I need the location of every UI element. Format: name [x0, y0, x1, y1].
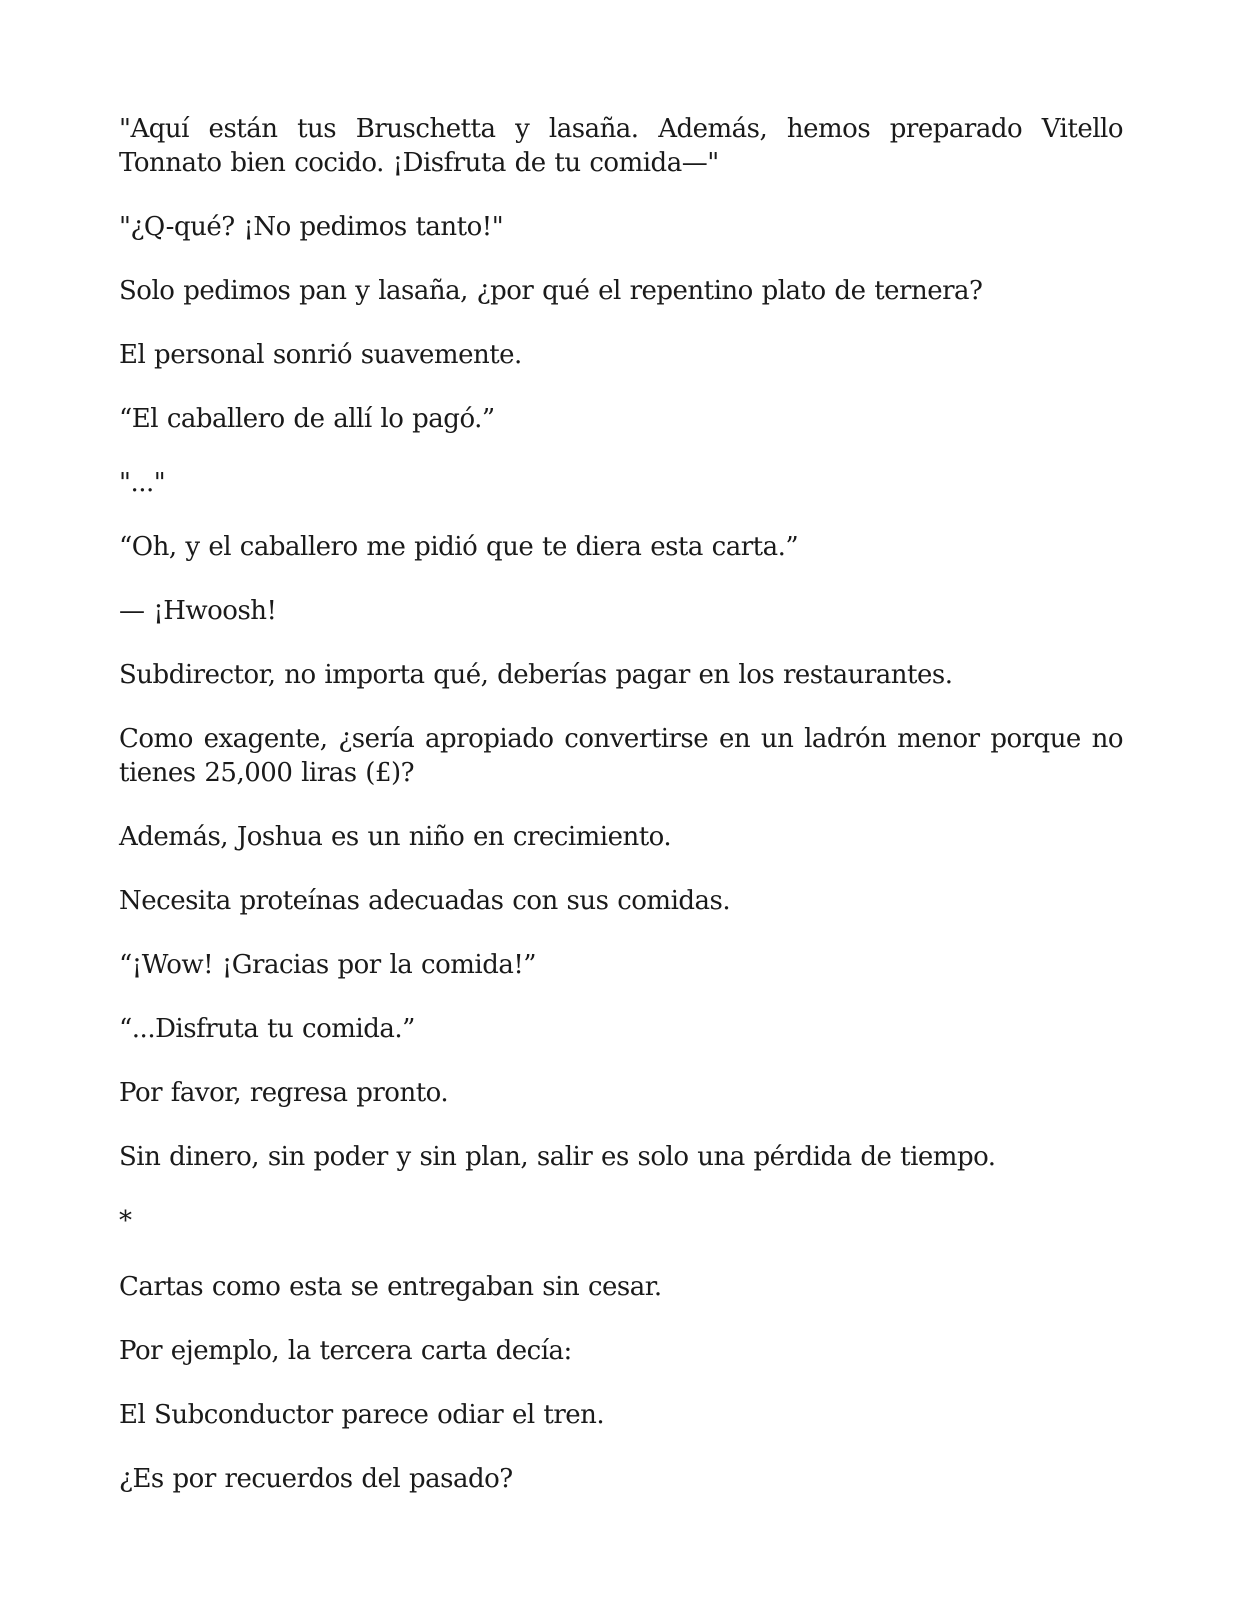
paragraph: — ¡Hwoosh!	[119, 596, 277, 626]
paragraph: Además, Joshua es un niño en crecimiento.	[119, 822, 672, 852]
paragraph: “El caballero de allí lo pagó.”	[119, 404, 495, 434]
paragraph: Por favor, regresa pronto.	[119, 1078, 449, 1108]
paragraph: “¡Wow! ¡Gracias por la comida!”	[119, 950, 537, 980]
paragraph: "Aquí están tus Bruschetta y lasaña. Además, hemos preparado Vitello Tonnato bien cocido. ¡Disfruta de tu comida—"	[119, 114, 1123, 178]
paragraph: ¿Es por recuerdos del pasado?	[119, 1464, 513, 1494]
paragraph: “...Disfruta tu comida.”	[119, 1014, 415, 1044]
paragraph: El Subconductor parece odiar el tren.	[119, 1400, 605, 1430]
paragraph: "..."	[119, 468, 166, 498]
paragraph: Como exagente, ¿sería apropiado convertirse en un ladrón menor porque no tienes 25,000 liras (£)?	[119, 724, 1123, 788]
paragraph: Sin dinero, sin poder y sin plan, salir es solo una pérdida de tiempo.	[119, 1142, 996, 1172]
paragraph: Por ejemplo, la tercera carta decía:	[119, 1336, 572, 1366]
paragraph: Necesita proteínas adecuadas con sus comidas.	[119, 886, 731, 916]
paragraph: El personal sonrió suavemente.	[119, 340, 522, 370]
paragraph: Subdirector, no importa qué, deberías pagar en los restaurantes.	[119, 660, 953, 690]
body-text	[119, 112, 1123, 1526]
paragraph: Cartas como esta se entregaban sin cesar.	[119, 1272, 662, 1302]
paragraph: "¿Q-qué? ¡No pedimos tanto!"	[119, 212, 504, 242]
section-separator: *	[119, 1206, 132, 1236]
paragraph: Solo pedimos pan y lasaña, ¿por qué el repentino plato de ternera?	[119, 276, 983, 306]
paragraph: “Oh, y el caballero me pidió que te diera esta carta.”	[119, 532, 799, 562]
